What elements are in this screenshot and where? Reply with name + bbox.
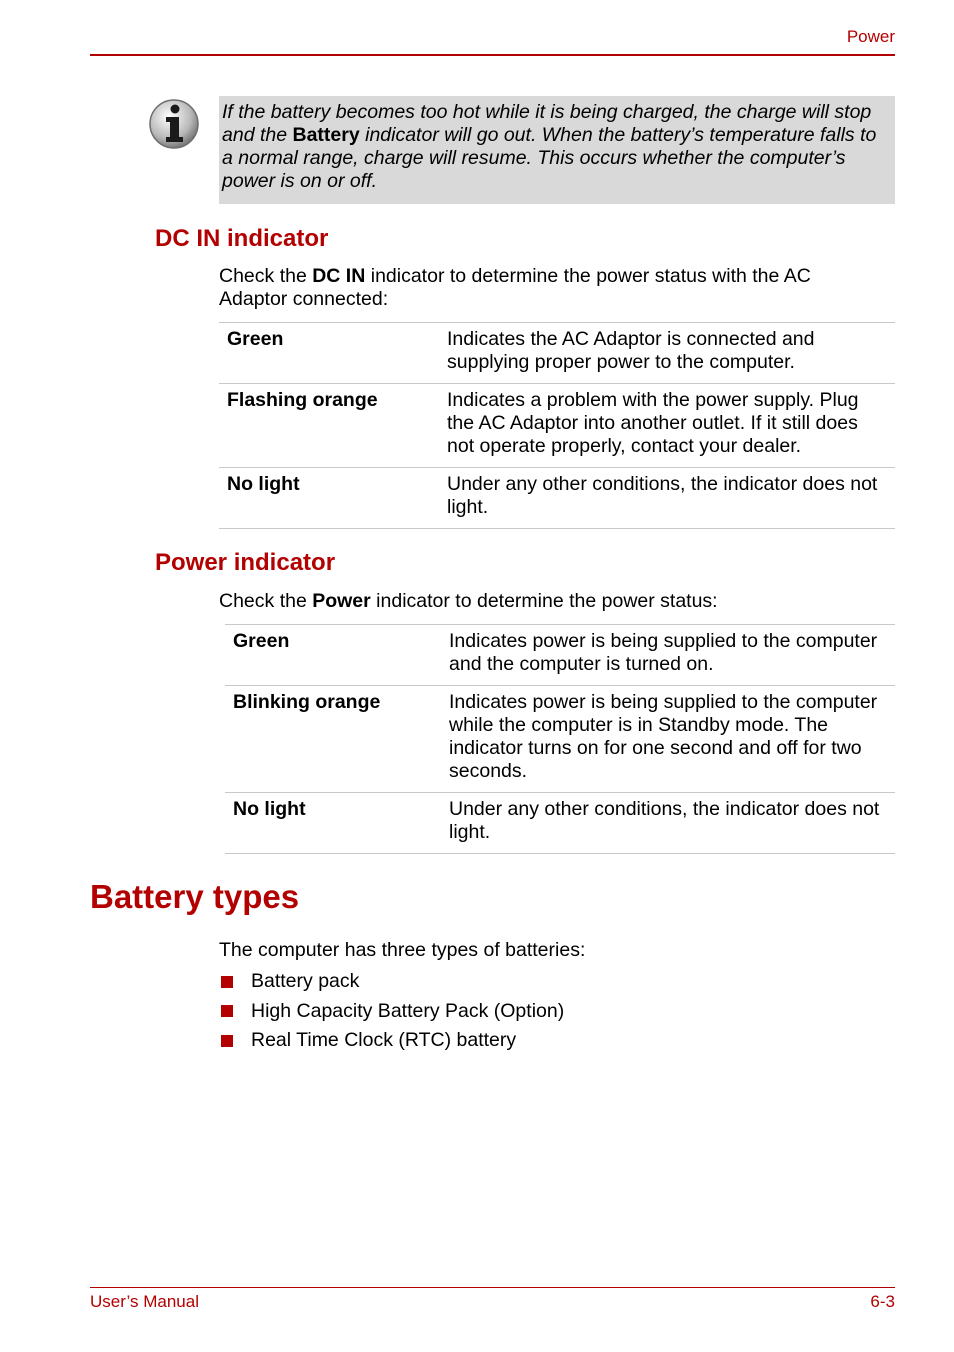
table-term: Flashing orange <box>219 384 439 468</box>
table-row <box>219 384 895 468</box>
power-intro-end: indicator to determine the power status: <box>370 590 718 612</box>
battery-types-heading: Battery types <box>90 878 300 915</box>
table-description: Indicates power is being supplied to the computer and the computer is turned on. <box>441 625 895 686</box>
table-row <box>225 625 895 686</box>
dc-in-table <box>219 322 895 529</box>
footer-manual-title: User’s Manual <box>90 1292 199 1311</box>
table-description: Under any other conditions, the indicator does not light. <box>439 468 895 529</box>
bullet-square-icon <box>221 1035 233 1047</box>
table-description: Indicates a problem with the power supply. Plug the AC Adaptor into another outlet. If it still does not operate properly, contact your dealer. <box>439 384 895 468</box>
page-number: 6-3 <box>870 1292 895 1311</box>
battery-types-intro: The computer has three types of batteries: <box>219 939 586 961</box>
list-item <box>221 1026 564 1056</box>
table-row <box>219 468 895 529</box>
table-description: Under any other conditions, the indicator does not light. <box>441 793 895 854</box>
table-description: Indicates power is being supplied to the computer while the computer is in Standby mode. The indicator turns on for one second and off for two seconds. <box>441 686 895 793</box>
list-item-text: Battery pack <box>251 970 360 993</box>
list-item-text: High Capacity Battery Pack (Option) <box>251 999 565 1022</box>
running-header: Power <box>846 27 895 46</box>
dc-in-intro-end: indicator to determine the power status with the AC Adaptor connected: <box>219 265 811 310</box>
bullet-square-icon <box>221 1005 233 1017</box>
table-row <box>225 793 895 854</box>
battery-types-list <box>221 967 564 1056</box>
power-heading: Power indicator <box>155 549 336 576</box>
list-item <box>221 967 564 997</box>
power-intro-start: Check the <box>219 590 313 612</box>
info-icon <box>148 98 200 150</box>
power-intro <box>219 590 869 613</box>
dc-in-intro-start: Check the <box>219 265 313 287</box>
list-item-text: Real Time Clock (RTC) battery <box>251 1029 517 1052</box>
footer-rule <box>90 1287 895 1288</box>
header-rule <box>90 54 895 56</box>
table-term: No light <box>225 793 441 854</box>
dc-in-intro <box>219 265 869 311</box>
note-text-end: indicator will go out. When the battery’s temperature falls to a normal range, charge will resume. This occurs whether the computer’s power is on or off. <box>222 124 877 192</box>
table-row <box>219 323 895 384</box>
bullet-square-icon <box>221 976 233 988</box>
power-intro-bold: Power <box>312 590 371 612</box>
table-term: Green <box>225 625 441 686</box>
dc-in-heading: DC IN indicator <box>155 225 329 252</box>
power-table <box>225 624 895 854</box>
table-row <box>225 686 895 793</box>
note-text-start: If the battery becomes too hot while it is being charged, the charge will stop and the <box>222 101 872 146</box>
list-item <box>221 997 564 1027</box>
table-term: No light <box>219 468 439 529</box>
dc-in-intro-bold: DC IN <box>312 265 366 287</box>
note-text-bold: Battery <box>292 124 360 146</box>
table-term: Blinking orange <box>225 686 441 793</box>
table-description: Indicates the AC Adaptor is connected and supplying proper power to the computer. <box>439 323 895 384</box>
table-term: Green <box>219 323 439 384</box>
note-box <box>219 96 895 204</box>
